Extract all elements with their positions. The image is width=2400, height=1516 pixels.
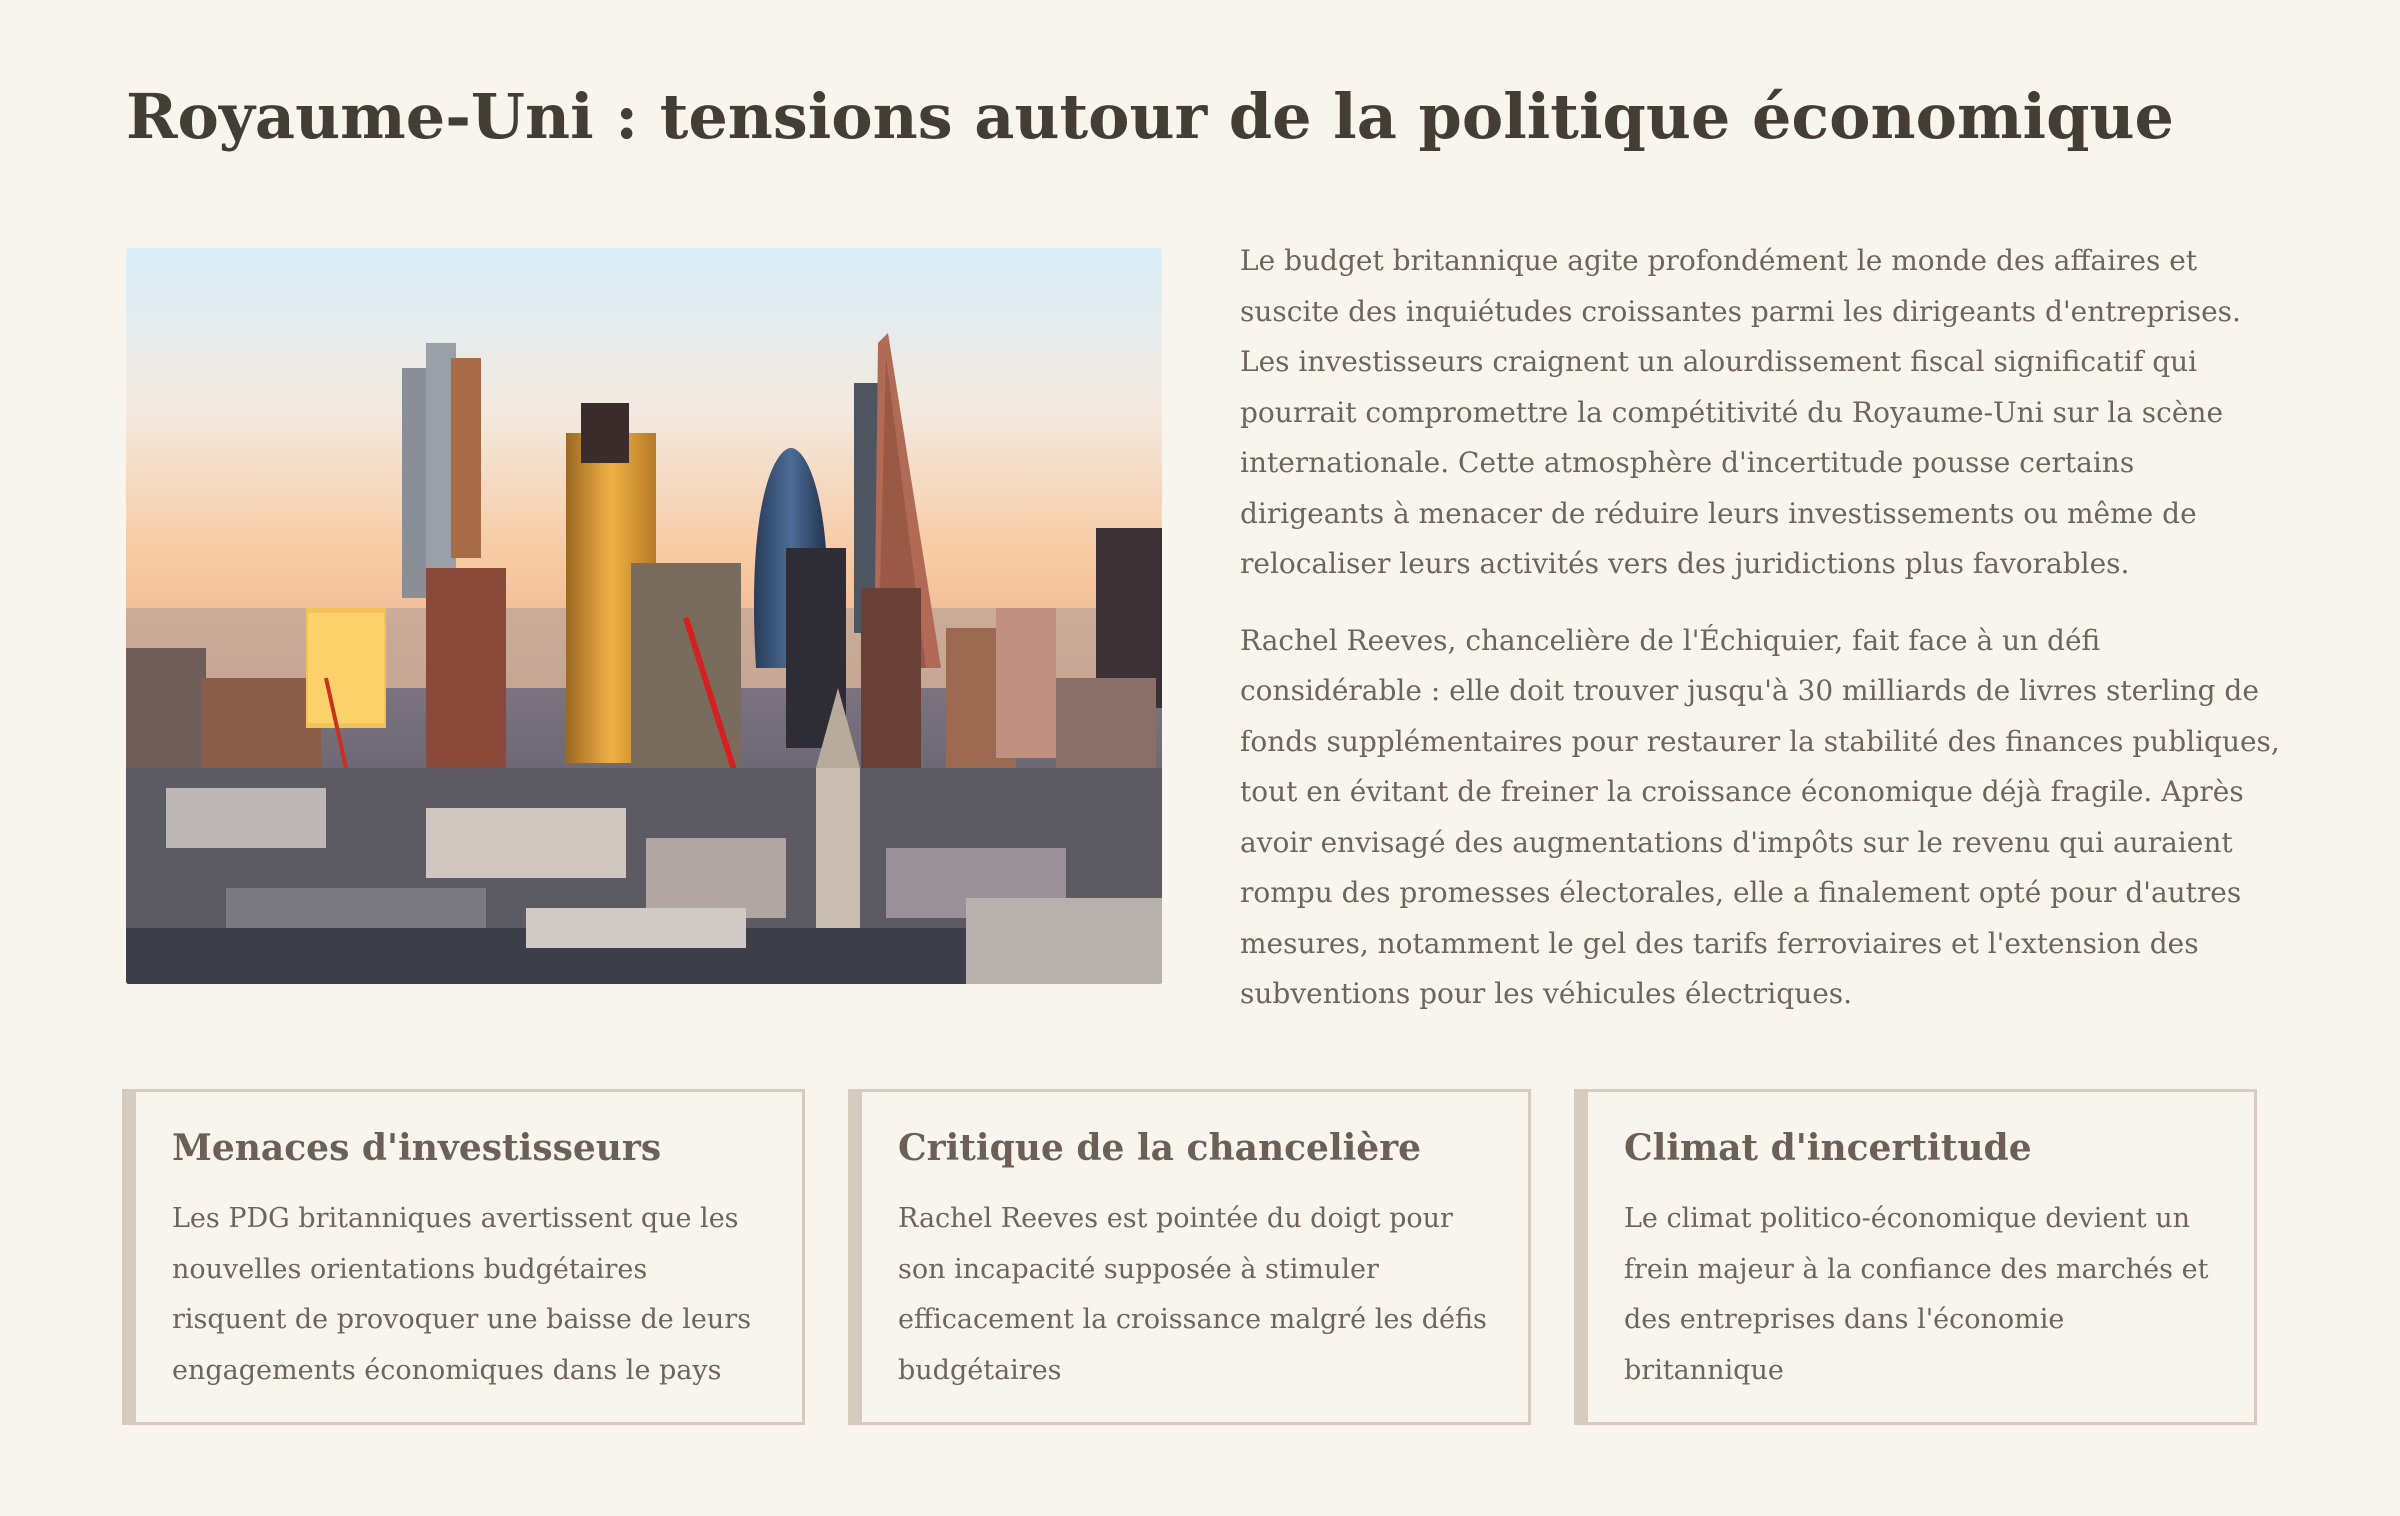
article-paragraph-1: Le budget britannique agite profondément le monde des affaires et suscite des inquiétudes croissantes parmi les dirigeants d'entreprises. Les investisseurs craignent un alourdissement fiscal significatif qui pourrait compromettre la compétitivité du Royaume-Uni sur la scène internationale. Cette atmosphère d'incertitude pousse certains dirigeants à menacer de réduire leurs investissements ou même de relocaliser leurs activités vers des juridictions plus favorables. [1240, 244, 2241, 580]
card-title: Climat d'incertitude [1624, 1127, 2032, 1169]
article-paragraph-2: Rachel Reeves, chancelière de l'Échiquier, fait face à un défi considérable : elle doit trouver jusqu'à 30 milliards de livres sterling de fonds supplémentaires pour restaurer la stabilité des finances publiques, tout en évitant de freiner la croissance économique déjà fragile. Après avoir envisagé des augmentations d'impôts sur le revenu qui auraient rompu des promesses électorales, elle a finalement opté pour d'autres mesures, notamment le gel des tarifs ferroviaires et l'extension des subventions pour les véhicules électriques. [1240, 623, 2280, 1010]
card-chancellor-criticism [848, 1089, 1531, 1425]
card-investor-threats [122, 1089, 805, 1425]
card-text: Le climat politico-économique devient un frein majeur à la confiance des marchés et des entreprises dans l'économie britannique [1624, 1203, 2209, 1386]
card-text: Rachel Reeves est pointée du doigt pour son incapacité supposée à stimuler efficacement la croissance malgré les défis budgétaires [898, 1203, 1487, 1386]
article-body [1240, 236, 2280, 1046]
card-title: Menaces d'investisseurs [172, 1127, 662, 1169]
page-title: Royaume-Uni : tensions autour de la politique économique [126, 80, 2174, 153]
card-text: Les PDG britanniques avertissent que les nouvelles orientations budgétaires risquent de provoquer une baisse de leurs engagements économiques dans le pays [172, 1203, 752, 1386]
card-uncertainty-climate [1574, 1089, 2257, 1425]
london-skyline-image [126, 248, 1162, 984]
card-title: Critique de la chancelière [898, 1127, 1422, 1169]
